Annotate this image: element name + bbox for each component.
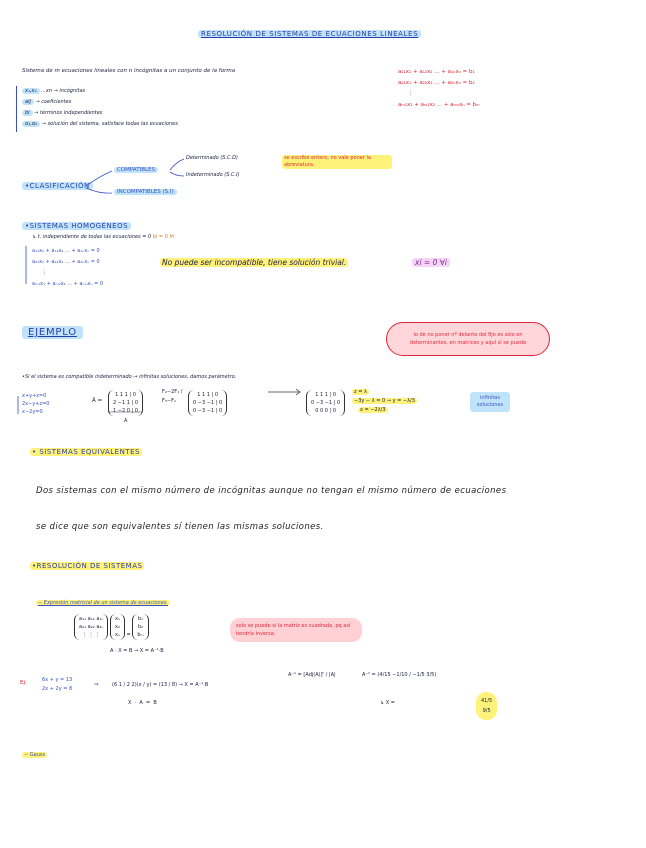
general-eq-1: a₁₁x₁ + a₁₂x₂ ... + a₁ₙxₙ = b₁ xyxy=(398,69,475,75)
fijo-note: lo de no poner nº delante del fijo es solo en determinantes, en matrices y aquí sí se puede xyxy=(386,322,550,356)
augmented-label: Ā = xyxy=(92,398,103,404)
indeterminado-label: Indeterminado (S.C.I) xyxy=(186,172,240,178)
compatible-line: •Si el sistema es compatible indeterminado → infinitas soluciones, damos parámetro. xyxy=(22,374,237,380)
matrix-b-general: b₁ b₂ bₘ xyxy=(132,614,148,640)
ejemplo-heading: EJEMPLO xyxy=(22,326,83,339)
sol-x: x = −2λ/3 xyxy=(360,407,386,413)
matrix-a-general: a₁₁ a₁₂ a₁ₙ a₂₁ a₂₂ a₂ₙ ⋮ ⋮ ⋮ xyxy=(74,614,108,640)
gauss-label: − Gauss xyxy=(24,752,46,758)
ex-eq-1: x+y+z=0 xyxy=(22,393,47,399)
matrix-2 xyxy=(188,390,227,416)
def-solucion: α₁,α₂ → solución del sistema, satisface todas las ecuaciones xyxy=(22,119,178,130)
matrix-x-general: x₁ x₂ xₙ xyxy=(110,614,125,640)
homogeneos-label: •SISTEMAS HOMOGÉNEOS xyxy=(22,222,131,230)
equivalentes-line-1: Dos sistemas con el mismo número de incógnitas aunque no tengan el mismo número de ecuaciones xyxy=(36,486,507,496)
m1-row: 2 −1 1 | 0 xyxy=(113,400,138,406)
matrix-3-body xyxy=(306,390,345,416)
row-operation: F₂−2F₁ / F₃−F₁ xyxy=(162,389,183,404)
ej-system xyxy=(42,676,72,694)
matrix-3 xyxy=(306,390,345,416)
general-matrix-form: a₁₁ a₁₂ a₁ₙ a₂₁ a₂₂ a₂ₙ ⋮ ⋮ ⋮ x₁ x₂ xₙ = b₁ b₂ bₘ xyxy=(74,614,149,640)
resolucion-label: •RESOLUCIÓN DE SISTEMAS xyxy=(32,562,143,570)
m1-row: 1 1 1 | 0 xyxy=(115,392,136,398)
sol-z: z = λ xyxy=(354,389,367,395)
m2-row: 0 −3 −1 | 0 xyxy=(193,400,223,406)
ex-eq-3: x−2y=0 xyxy=(22,409,43,415)
general-eq-m: aₘ₁x₁ + aₘ₂x₂ ... + aₘₙxₙ = bₘ xyxy=(398,102,480,108)
def-terminos: bi → términos independientes xyxy=(22,108,178,119)
ej-eq-2: 2x + 2y = 8 xyxy=(42,686,73,692)
def-coeficientes: aij → coeficientes xyxy=(22,97,178,108)
m3-row: 1 1 1 | 0 xyxy=(315,392,336,398)
homog-eq-m: aₘ₁x₁ + aₘ₂x₂ ... + aₘₙxₙ = 0 xyxy=(32,281,104,287)
ej-axb-label: X · A = B xyxy=(128,700,157,706)
matrix-2-body xyxy=(188,390,227,416)
general-eq-dots: ⋮ xyxy=(408,91,414,97)
intro-text: Sistema de m ecuaciones lineales con n incógnitas a un conjunto de la forma xyxy=(22,68,236,74)
inverse-matrix: A⁻¹ = (4/15 −1/10 / −1/5 3/5) xyxy=(362,672,437,678)
homogeneos-statement: No puede ser incompatible, tiene solución trivial. xyxy=(162,258,347,267)
homog-eq-dots: ⋮ xyxy=(42,270,47,276)
result-x: 41/5 xyxy=(481,698,493,704)
page-title: RESOLUCIÓN DE SISTEMAS DE ECUACIONES LINEALES xyxy=(198,30,421,38)
equivalentes-line-2: se dice que son equivalentes sí tienen las mismas soluciones. xyxy=(36,522,324,532)
determinado-label: Determinado (S.C.D) xyxy=(186,155,238,161)
sol-y: −3y − λ = 0 → y = −λ/3 xyxy=(354,398,415,404)
example-system xyxy=(22,392,49,416)
homogeneos-eqs xyxy=(32,246,103,290)
result-vector xyxy=(476,692,497,720)
equivalentes-label: • SISTEMAS EQUIVALENTES xyxy=(32,448,140,456)
ej-eq-1: 6x + y = 13 xyxy=(42,677,73,683)
incompatibles-label: INCOMPATIBLES (S.I) xyxy=(114,189,177,195)
m2-row: 0 −3 −1 | 0 xyxy=(193,408,223,414)
ej-label: Ej: xyxy=(20,680,27,686)
m3-row: 0 −3 −1 | 0 xyxy=(311,400,341,406)
cuadrada-note: solo se puede si la matriz es cuadrada, pq así tendría inversa. xyxy=(230,618,362,642)
m2-row: 1 1 1 | 0 xyxy=(197,392,218,398)
ex-eq-2: 2x−y+z=0 xyxy=(22,401,50,407)
homogeneos-sub: ↳ t. independiente de todas las ecuaciones = 0 bi = 0 ∀i xyxy=(32,234,175,240)
general-eq-2: a₂₁x₁ + a₂₂x₂ ... + a₂ₙxₙ = b₂ xyxy=(398,80,475,86)
compatibles-label: COMPATIBLES xyxy=(114,167,158,173)
abreviatura-note: se escribe entero, no vale poner la abreviatura. xyxy=(282,155,392,169)
clasificacion-label: •CLASIFICACIÓN xyxy=(22,182,93,190)
matrix-equation: A · X = B → X = A⁻¹·B xyxy=(110,648,164,654)
homog-eq-2: a₂₁x₁ + a₂₂x₂ ... + a₂ₙxₙ = 0 xyxy=(32,259,100,265)
result-prefix: ↳ X = xyxy=(380,700,395,706)
infinitas-soluciones: infinitas soluciones xyxy=(470,392,510,412)
homog-eq-1: a₁₁x₁ + a₁₂x₂ ... + a₁ₙxₙ = 0 xyxy=(32,248,100,254)
ej-matrix-eq: (6 1 / 2 2)(x / y) = (13 / 8) → X = A⁻¹·B xyxy=(112,682,209,688)
trivial-solution: xi = 0 ∀i xyxy=(412,258,450,267)
matrix-1 xyxy=(108,390,143,416)
a-label: A xyxy=(124,418,128,424)
inverse-formula: A⁻¹ = [Adj(A)]ᵗ / |A| xyxy=(288,672,336,678)
def-incognitas: x₁,x₂ ...xn → incógnitas xyxy=(22,86,178,97)
expresion-matricial: − Expresión matricial de un sistema de ecuaciones. xyxy=(38,600,168,606)
implies-arrow: ⇒ xyxy=(94,682,99,688)
m3-row: 0 0 0 | 0 xyxy=(315,408,336,414)
matrix-1-body xyxy=(108,390,143,416)
m1-row: 1 −2 0 | 0 xyxy=(113,408,138,414)
result-y: 9/5 xyxy=(482,708,491,714)
example-solution xyxy=(352,388,417,415)
